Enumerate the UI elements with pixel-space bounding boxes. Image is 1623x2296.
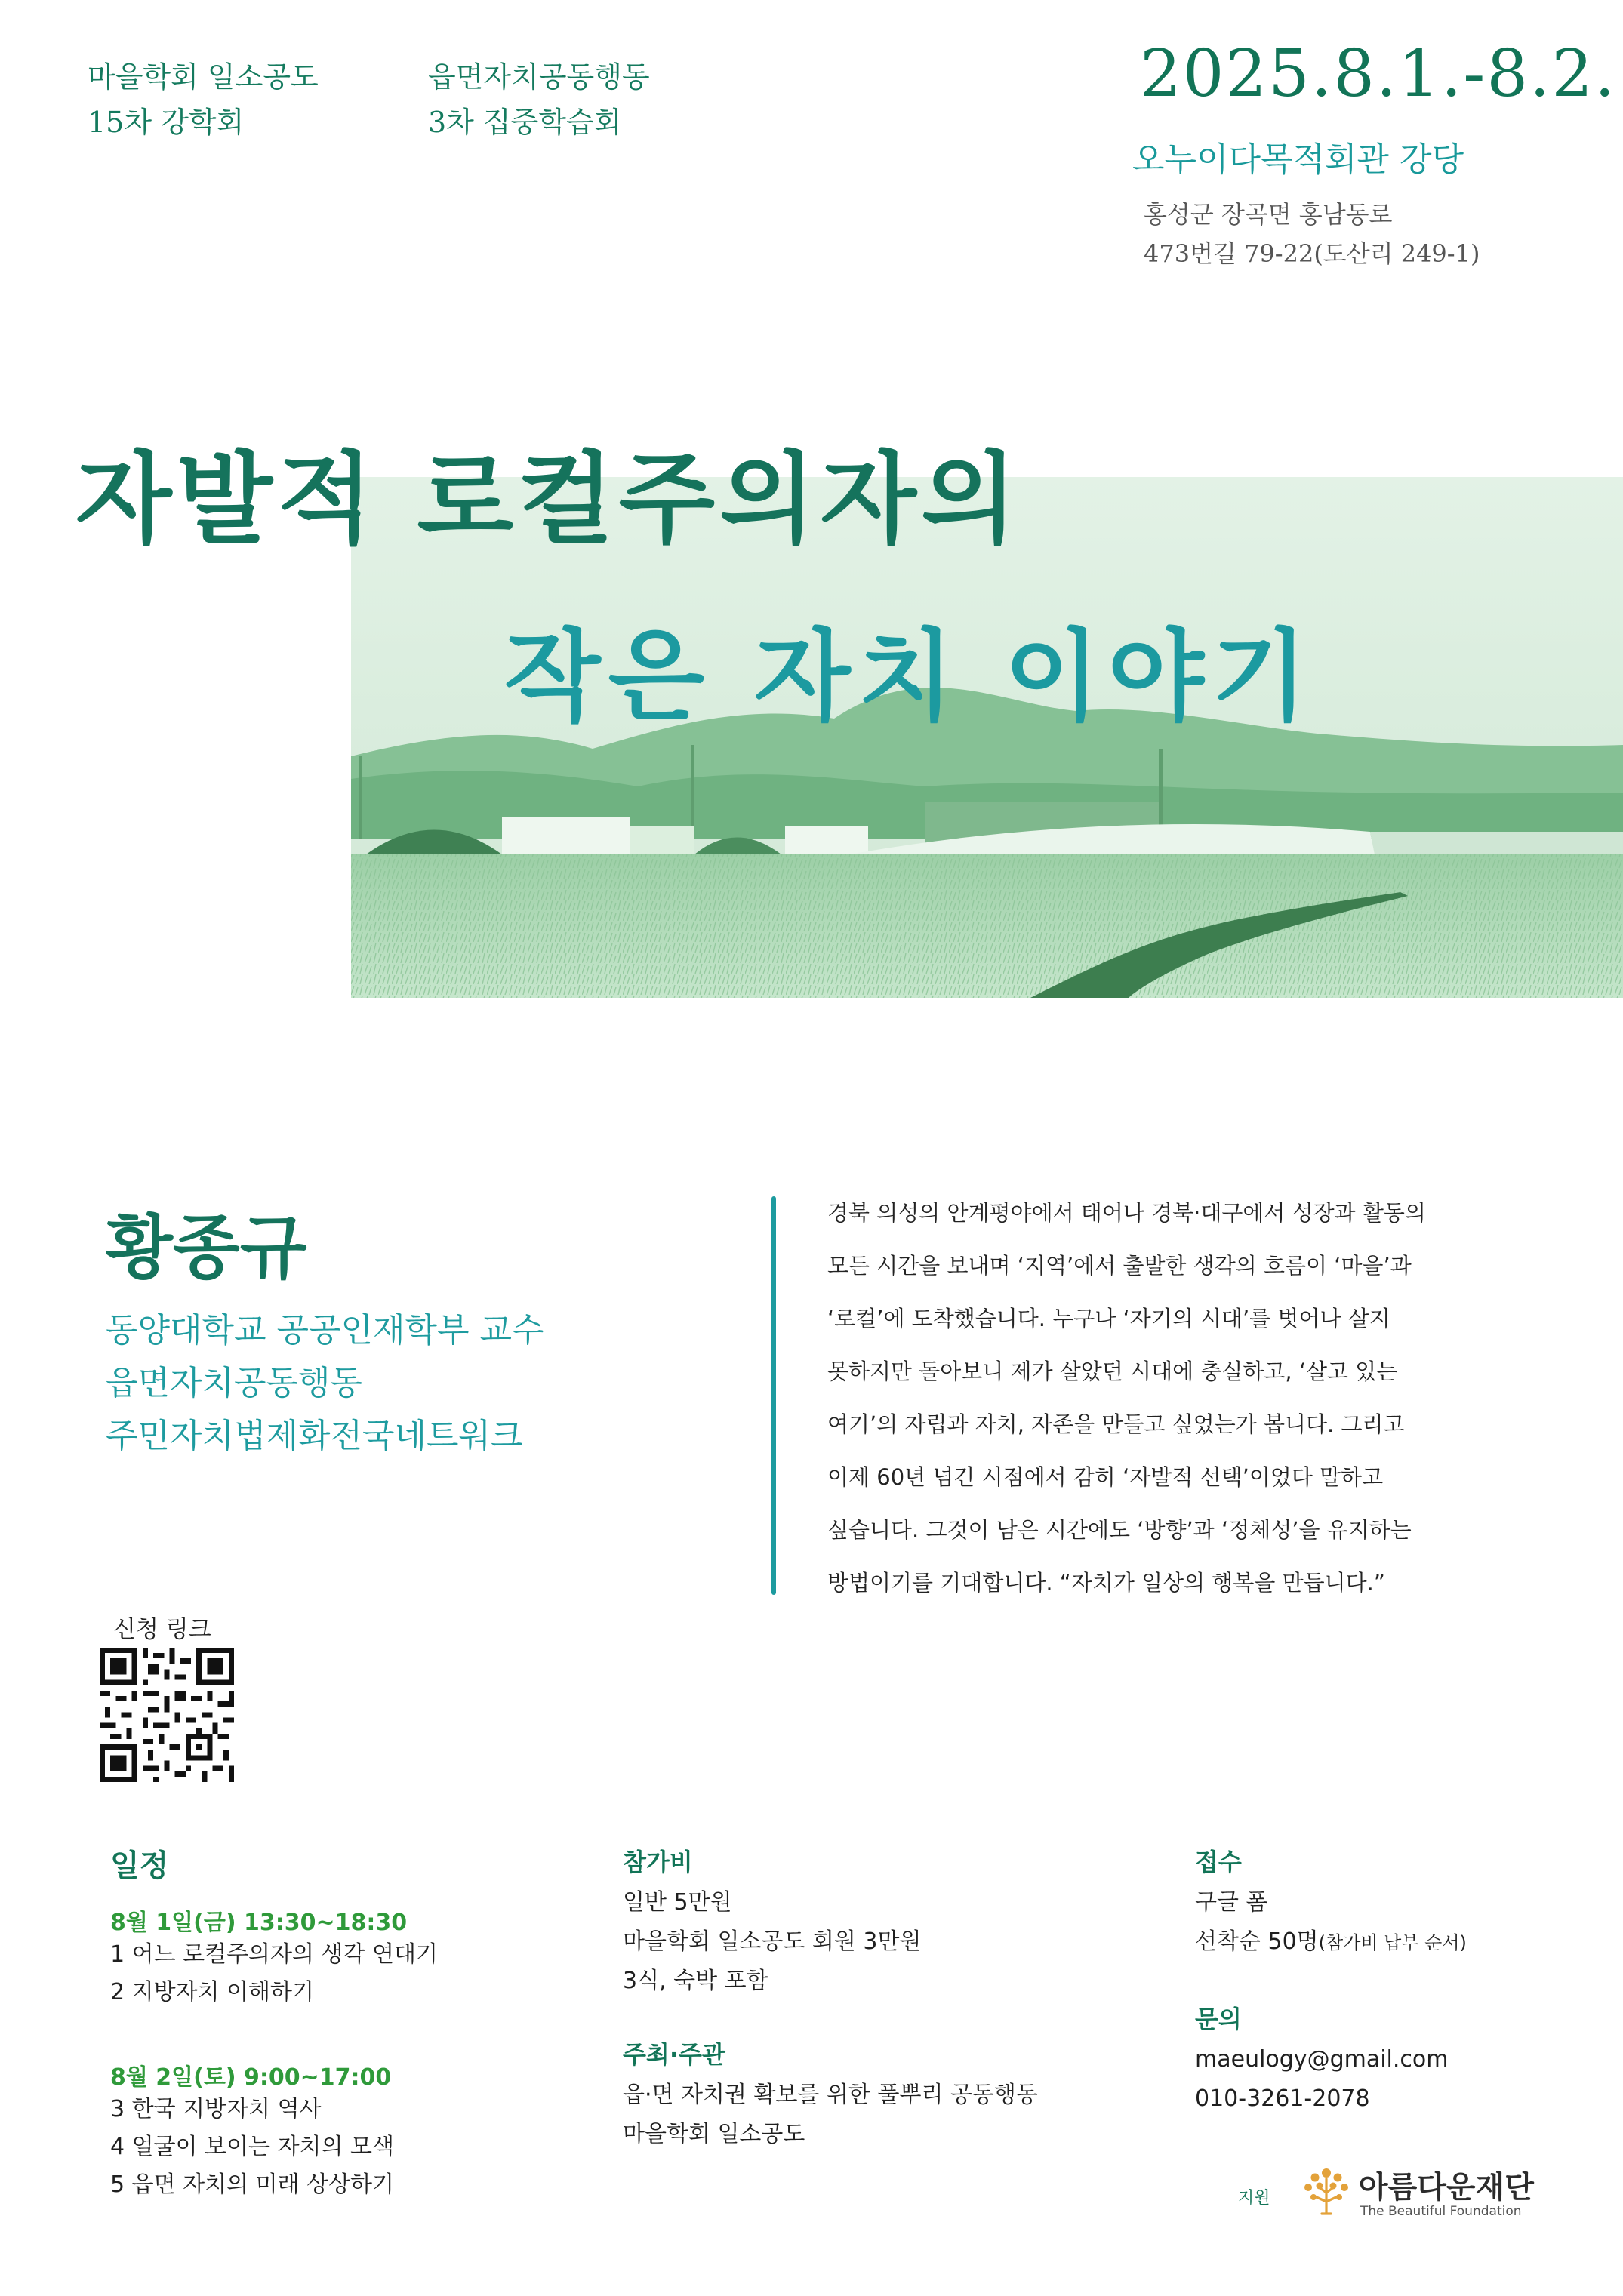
main-title-line1: 자발적 로컬주의자의 [75,441,1022,558]
registration-info [1195,1883,1467,1962]
affiliation-line: 읍면자치공동행동 [106,1364,363,1402]
speaker-name: 황종규 [106,1207,307,1288]
contact-heading: 문의 [1195,2005,1242,2033]
affiliation-line: 주민자치법제화전국네트워크 [106,1417,523,1455]
sponsor-name: 아름다운재단 [1359,2170,1534,2205]
sponsor-label: 지원 [1238,2189,1270,2208]
bio-line: 여기’의 자립과 자치, 자존을 만들고 싶었는가 봅니다. 그리고 [827,1411,1405,1437]
registration-method: 구글 폼 [1195,1889,1268,1916]
schedule-item: 2 지방자치 이해하기 [110,1979,314,2005]
day2-heading: 8월 2일(토) 9:00~17:00 [110,2064,392,2091]
vertical-divider [771,1196,776,1595]
bio-line: 경북 의성의 안계평야에서 태어나 경북·대구에서 성장과 활동의 [827,1200,1426,1226]
series-line: 읍면자치공동행동 [428,60,650,94]
schedule-heading: 일정 [110,1848,169,1883]
series-line: 15차 강학회 [88,106,245,139]
fee-heading: 참가비 [623,1848,693,1876]
contact-phone[interactable]: 010-3261-2078 [1195,2085,1370,2112]
host-line: 읍·면 자치권 확보를 위한 풀뿌리 공동행동 [623,2082,1038,2108]
bio-line: 싶습니다. 그것이 남은 시간에도 ‘방향’과 ‘정체성’을 유지하는 [827,1517,1412,1543]
event-series-right [428,54,650,145]
event-address [1144,195,1480,273]
event-date: 2025.8.1.-8.2. [1140,36,1617,112]
speaker-bio [827,1186,1552,1609]
bio-line: 모든 시간을 보내며 ‘지역’에서 출발한 생각의 흐름이 ‘마을’과 [827,1253,1412,1279]
registration-heading: 접수 [1195,1848,1242,1876]
fee-line: 3식, 숙박 포함 [623,1968,768,1994]
address-line: 홍성군 장곡면 홍남동로 [1144,200,1393,229]
qr-code-icon[interactable] [100,1648,234,1782]
contact-info [1195,2040,1449,2119]
day1-heading: 8월 1일(금) 13:30~18:30 [110,1910,408,1936]
day1-list [110,1936,438,2011]
contact-email[interactable]: maeulogy@gmail.com [1195,2046,1449,2073]
host-line: 마을학회 일소공도 [623,2121,805,2147]
schedule-item: 3 한국 지방자치 역사 [110,2096,322,2122]
host-list [623,2076,1038,2154]
address-line: 473번길 79-22(도산리 249-1) [1144,239,1480,268]
series-line: 마을학회 일소공도 [88,60,319,94]
day2-list [110,2091,394,2204]
series-line: 3차 집중학습회 [428,106,622,139]
fee-list [623,1883,921,2001]
affiliation-line: 동양대학교 공공인재학부 교수 [106,1311,544,1350]
event-venue: 오누이다목적회관 강당 [1132,140,1464,179]
main-title-line2: 작은 자치 이야기 [504,618,1316,735]
capacity-note: (참가비 납부 순서) [1318,1932,1467,1953]
sponsor-name-en: The Beautiful Foundation [1360,2204,1522,2219]
registration-capacity [1195,1922,1467,1962]
capacity-main: 선착순 50명 [1195,1928,1319,1955]
fee-line: 일반 5만원 [623,1889,732,1916]
bio-line: 못하지만 돌아보니 제가 살았던 시대에 충실하고, ‘살고 있는 [827,1359,1398,1384]
host-heading: 주최·주관 [623,2040,725,2069]
bio-line: 이제 60년 넘긴 시점에서 감히 ‘자발적 선택’이었다 말하고 [827,1464,1384,1490]
schedule-item: 4 얼굴이 보이는 자치의 모색 [110,2134,395,2160]
bio-line: ‘로컬’에 도착했습니다. 누구나 ‘자기의 시대’를 벗어나 살지 [827,1306,1390,1331]
schedule-item: 1 어느 로컬주의자의 생각 연대기 [110,1941,438,1968]
event-series-left [88,54,319,145]
fee-line: 마을학회 일소공도 회원 3만원 [623,1928,922,1955]
beautiful-foundation-logo-icon [1298,2162,1354,2218]
schedule-item: 5 읍면 자치의 미래 상상하기 [110,2171,395,2198]
speaker-affiliations [106,1304,544,1463]
bio-line: 방법이기를 기대합니다. “자치가 일상의 행복을 만듭니다.” [827,1570,1385,1596]
qr-label: 신청 링크 [113,1616,211,1643]
